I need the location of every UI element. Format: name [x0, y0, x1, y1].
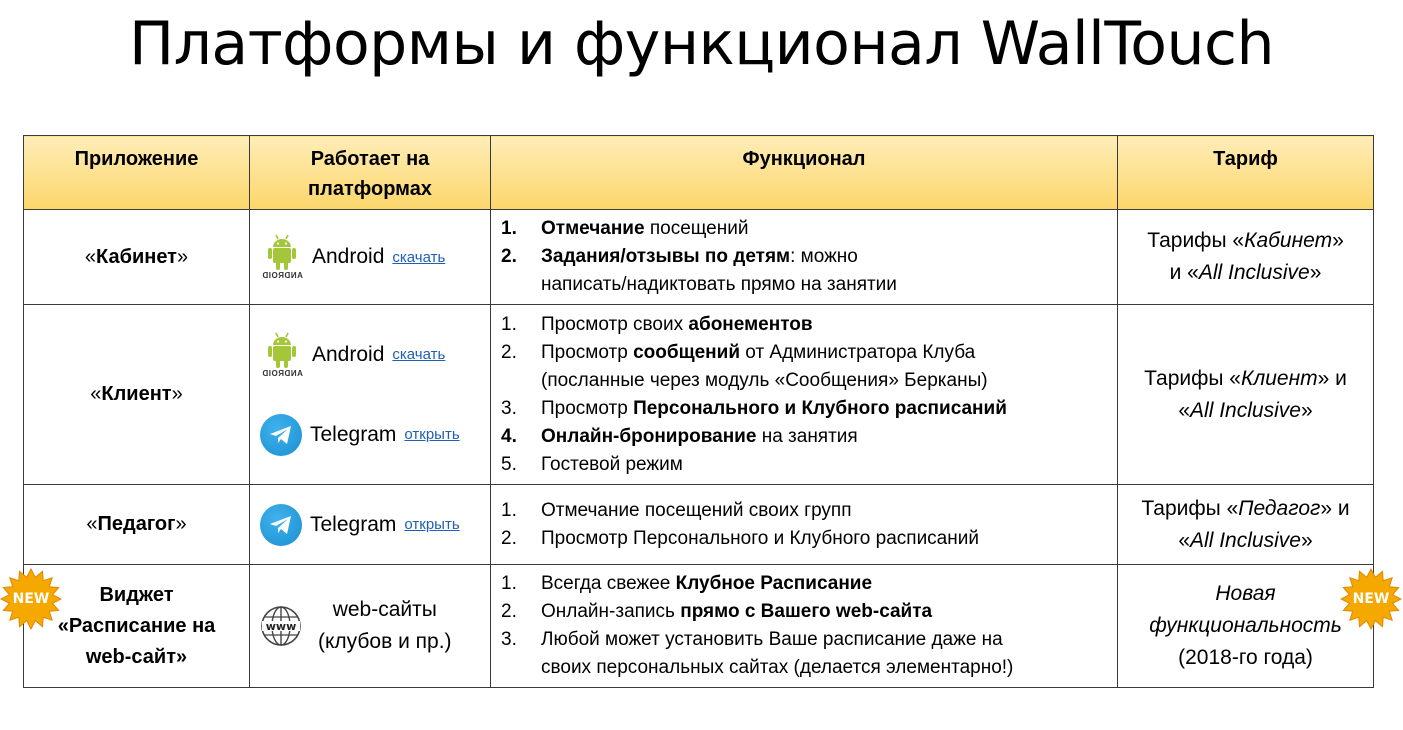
- header-platforms: Работает на платформах: [250, 136, 491, 210]
- features-table: [23, 135, 1374, 688]
- platform-name: Android: [312, 342, 385, 366]
- app-name-cell: «Клиент»: [24, 305, 250, 485]
- list-item: 2. Просмотр Персонального и Клубного расписаний: [501, 527, 979, 549]
- list-item: 2. Просмотр сообщений от Администратора Клуба: [501, 341, 976, 363]
- functions-cell: [491, 305, 1118, 485]
- list-item: 2. Онлайн-запись прямо с Вашего web-сайта: [501, 601, 933, 622]
- table-row: [24, 210, 1374, 305]
- platform-name: Telegram: [310, 512, 397, 536]
- widget-app-cell: Виджет «Расписание на web-сайт»: [24, 565, 250, 688]
- widget-platform-cell: [250, 565, 491, 688]
- list-item: 1. Отмечание посещений своих групп: [501, 499, 852, 521]
- list-item: 1. Просмотр своих абонементов: [501, 313, 813, 335]
- functions-cell: [491, 210, 1118, 305]
- table-row: [24, 485, 1374, 565]
- table-header-row: [24, 136, 1374, 210]
- header-func: Функционал: [491, 136, 1118, 210]
- list-item: 1. Всегда свежее Клубное Расписание: [501, 573, 873, 594]
- tarif-cell: Тарифы «Клиент» и «All Inclusive»: [1118, 305, 1374, 485]
- platform-item: [250, 231, 490, 283]
- www-globe-icon: [260, 605, 302, 647]
- svg-text:www: www: [265, 620, 297, 633]
- list-item: написать/надиктовать прямо на занятии: [541, 274, 897, 295]
- platforms-cell: [250, 485, 491, 565]
- app-name-cell: «Кабинет»: [24, 210, 250, 305]
- table-row: [24, 305, 1374, 485]
- open-link[interactable]: открыть: [404, 516, 460, 533]
- tarif-cell: Тарифы «Кабинет» и «All Inclusive»: [1118, 210, 1374, 305]
- android-icon: ANDROID: [260, 331, 304, 379]
- app-name-cell: «Педагог»: [24, 485, 250, 565]
- page-title: Платформы и функционал WallTouch: [128, 9, 1275, 79]
- list-item: 3. Любой может установить Ваше расписание даже на: [501, 629, 1003, 650]
- tarif-cell: Тарифы «Педагог» и «All Inclusive»: [1118, 485, 1374, 565]
- platforms-cell: [250, 210, 491, 305]
- platform-item: [250, 409, 490, 461]
- widget-func-cell: [491, 565, 1118, 688]
- android-icon: ANDROID: [260, 233, 304, 281]
- functions-cell: [491, 485, 1118, 565]
- list-item: 2. Задания/отзывы по детям: можно: [501, 246, 858, 267]
- list-item: своих персональных сайтах (делается элементарно!): [541, 657, 1014, 678]
- web-sites-label: web-сайты (клубов и пр.): [318, 598, 452, 653]
- table-row: [24, 565, 1374, 688]
- widget-tarif-cell: Новая функциональность (2018-го года): [1118, 565, 1374, 688]
- platform-item: [250, 499, 490, 551]
- list-item: 3. Просмотр Персонального и Клубного расписаний: [501, 397, 1007, 419]
- platform-name: Telegram: [310, 422, 397, 446]
- download-link[interactable]: скачать: [392, 346, 446, 363]
- platform-item: [250, 329, 490, 381]
- download-link[interactable]: скачать: [392, 248, 446, 266]
- platforms-cell: [250, 305, 491, 485]
- platform-name: Android: [312, 245, 385, 268]
- list-item: (посланные через модуль «Сообщения» Берканы): [541, 369, 988, 391]
- telegram-icon: [260, 504, 302, 546]
- new-badge-left: NEW: [0, 568, 62, 630]
- list-item: 4. Онлайн-бронирование на занятия: [501, 425, 858, 447]
- header-tarif: Тариф: [1118, 136, 1374, 210]
- header-app: Приложение: [24, 136, 250, 210]
- new-badge-right: NEW: [1340, 568, 1402, 630]
- list-item: 5. Гостевой режим: [501, 453, 683, 475]
- telegram-icon: [260, 414, 302, 456]
- list-item: 1. Отмечание посещений: [501, 218, 749, 239]
- open-link[interactable]: открыть: [404, 426, 460, 443]
